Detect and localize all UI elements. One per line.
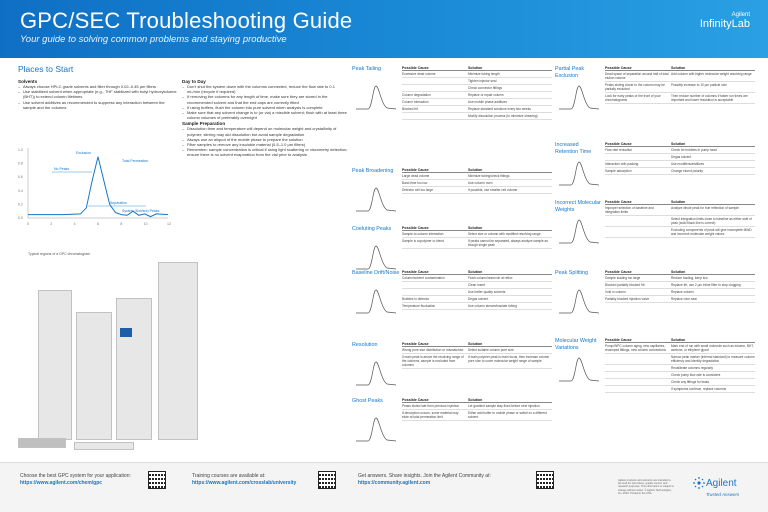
cause-cell xyxy=(402,290,468,294)
list-item: – Make sure that any solvent change is to (or via) a miscible solvent; flush with at least three column volumes of preferably overnight xyxy=(182,110,348,120)
cause-cell: Peaks eluting closer to the column may be partially excluded xyxy=(605,83,665,91)
solution-cell: Select size or column with modified resolving range xyxy=(468,232,541,236)
cause-cell: Flow rate reduction xyxy=(605,148,633,152)
list-item: – Filter samples to remove any insoluble material (0.5–1.0 µm filters) xyxy=(182,142,348,147)
list-item: – Always use an aliquot of the mobile phase to prepare the solution xyxy=(182,137,348,142)
header-solution: Solution xyxy=(671,142,686,146)
cause-cell xyxy=(605,155,671,159)
y-tick-label: 0.8 xyxy=(18,161,23,166)
block-title: Peak Broadening xyxy=(352,168,394,174)
header-cause: Possible Cause xyxy=(605,66,632,70)
header-cause: Possible Cause xyxy=(605,270,632,274)
header-solution: Solution xyxy=(468,342,483,346)
cause-cell xyxy=(605,373,671,377)
solution-cell: Minimize tubing length xyxy=(468,72,500,76)
cause-cell: Sample adsorption xyxy=(605,169,632,173)
solution-cell: If symptoms continue, replace columns xyxy=(671,387,727,391)
table-row xyxy=(605,372,755,379)
solution-cell: Clean insert xyxy=(468,283,486,287)
x-tick-label: 12 xyxy=(167,222,171,226)
table-row xyxy=(402,275,552,282)
table-row xyxy=(605,343,755,354)
ann-separation: Separation xyxy=(110,201,127,205)
solution-cell: Excluding components of peak will give incomplete MWD and incorrect molecular weight values xyxy=(671,228,752,236)
ann-no-peaks: No Peaks xyxy=(54,167,70,171)
block-title: Coeluting Peaks xyxy=(352,226,392,232)
solution-cell: Select integration limits close to baseline as either side of peak (solid black line is correct) xyxy=(671,217,752,225)
table-row xyxy=(402,282,552,289)
chromatogram-line xyxy=(28,157,168,217)
cause-cell xyxy=(605,217,671,225)
header-solution: Solution xyxy=(671,200,686,204)
instrument-photo xyxy=(18,242,206,472)
cause-cell: Look for early peaks or the front of your chromatograms xyxy=(605,94,661,102)
spark-icon xyxy=(692,476,706,490)
solution-cell: If peaks cannot be separated, always analyze sample as though single peak xyxy=(468,239,548,247)
table-row xyxy=(402,106,552,113)
header-banner xyxy=(0,0,768,58)
cause-cell xyxy=(605,355,671,363)
solution-cell: Use modifiers/additives xyxy=(671,162,704,166)
header-solution: Solution xyxy=(468,226,483,230)
x-tick-label: 10 xyxy=(143,222,148,226)
cause-cell: If main peak is above the resolving range of the columns, sample is excluded from columns xyxy=(402,355,464,367)
y-tick-label: 0.2 xyxy=(18,202,23,207)
x-tick-label: 8 xyxy=(120,222,123,226)
block-title: Peak Splitting xyxy=(555,270,588,276)
solution-cell: Replace or repair column xyxy=(468,93,504,97)
cause-solution-table xyxy=(605,270,755,303)
solvents-section xyxy=(18,79,178,110)
cause-cell: If desorption occurs, some material may elute at total permeation limit xyxy=(402,411,459,419)
sample-prep-list xyxy=(182,126,348,157)
ann-total-permeation: Total Permeation xyxy=(122,159,149,163)
solution-cell: Either add buffer to mobile phase or switch to a different solvent xyxy=(468,411,547,419)
instrument-stack-1 xyxy=(38,290,72,440)
page-subtitle: Your guide to solving common problems and staying productive xyxy=(20,34,287,45)
cause-cell xyxy=(605,387,671,391)
table-row xyxy=(605,296,755,303)
cause-cell: Band time too low xyxy=(402,181,428,185)
list-item: – Dissolution time and temperature will depend on molecular weight and crystallinity of polymer; stirring may aid dissolution but avoid sample degradation xyxy=(182,126,348,136)
logo-brand: Agilent xyxy=(731,12,750,18)
solution-cell: Replace rotor seal xyxy=(671,297,697,301)
block-title: Baseline Drift/Noise xyxy=(352,270,400,276)
cause-cell: Blocked frit xyxy=(402,107,418,111)
table-row xyxy=(605,365,755,372)
table-row xyxy=(605,386,755,393)
table-row xyxy=(605,354,755,365)
sample-prep-heading: Sample Preparation xyxy=(182,121,226,127)
block-title: Increased Retention Time xyxy=(555,142,592,155)
cause-cell xyxy=(402,86,468,90)
header-solution: Solution xyxy=(671,338,686,342)
x-tick-label: 0 xyxy=(27,222,29,226)
agilent-tagline: Trusted Answers xyxy=(706,492,740,497)
cause-cell: Dead space of separation around half of total elution volume xyxy=(605,72,669,80)
cause-cell: Blocked partially blocked frit xyxy=(605,283,645,287)
cause-solution-table xyxy=(605,142,755,175)
cause-solution-table xyxy=(402,342,552,369)
solution-cell: Check any fittings for leaks xyxy=(671,380,710,384)
solution-cell: Analyze whole peak for true reflection of sample xyxy=(671,206,739,210)
solution-cell: Let gradient sample stay fixed before next injection xyxy=(468,404,540,408)
table-row xyxy=(605,82,755,93)
solution-cell: Minimize tubing/check fittings xyxy=(468,174,510,178)
table-row xyxy=(402,180,552,187)
y-tick-label: 0.6 xyxy=(18,175,23,180)
cause-cell: Sample loading too large xyxy=(605,276,641,280)
column-tray xyxy=(74,442,134,450)
header-cause: Possible Cause xyxy=(402,66,429,70)
block-title: Molecular Weight Variations xyxy=(555,338,597,351)
list-item: – Use solvent additives as recommended to suppress any interaction between the sample and the columns xyxy=(18,100,178,110)
header-cause: Possible Cause xyxy=(402,342,429,346)
solution-cell: Degas solvent xyxy=(468,297,489,301)
instrument-stack-4 xyxy=(158,262,198,440)
list-item: – Always choose HPLC grade solvents and filter through 0.02–0.45 µm filters xyxy=(18,84,178,89)
instrument-screen xyxy=(120,328,132,337)
list-item: – If removing the columns for any length of time, make sure they are stored in the recommended solvent and that the end caps are correctly fitted xyxy=(182,94,348,104)
cause-cell: Bubbles in detector xyxy=(402,297,430,301)
solution-cell: Check pump flow rate is consistent xyxy=(671,373,721,377)
cause-cell: Pump/WPC column aging, new capillaries, revamped fittings, new column connections xyxy=(605,344,666,352)
table-row xyxy=(402,231,552,238)
cause-cell: Column/solvent contamination xyxy=(402,276,445,280)
footer-text-1: Choose the best GPC system for your application: xyxy=(20,473,131,479)
peak-illustration xyxy=(557,82,601,112)
header-solution: Solution xyxy=(468,398,483,402)
solution-cell: Add column with higher molecular weight resolving range xyxy=(671,72,752,76)
table-row xyxy=(402,410,552,421)
list-item: – Remember: sample concentration is critical if using light scattering or viscometry detection; ensure there is no solvent evaporation from the vial prior to analysis xyxy=(182,147,348,157)
cause-cell: Partially blocked injection valve xyxy=(605,297,650,301)
peak-illustration xyxy=(354,184,398,214)
table-row xyxy=(402,113,552,120)
solution-cell: Replace column xyxy=(671,290,694,294)
footer-link-community[interactable]: https://community.agilent.com xyxy=(358,480,431,486)
instrument-stack-2 xyxy=(76,312,112,440)
footer-link-gpc[interactable]: https://www.agilent.com/chem/gpc xyxy=(20,480,103,486)
table-row xyxy=(605,275,755,282)
solution-cell: Change eluent polarity xyxy=(671,169,703,173)
solution-cell: Check for bubbles in pump head xyxy=(671,148,717,152)
cause-cell: Improper selection of baseline and integration limits xyxy=(605,206,654,214)
solution-cell: Tighten injector seal xyxy=(468,79,497,83)
consumables-box xyxy=(18,438,66,448)
cause-solution-table xyxy=(402,270,552,310)
table-row xyxy=(605,168,755,175)
cause-solution-table xyxy=(402,66,552,120)
header-cause: Possible Cause xyxy=(402,398,429,402)
header-solution: Solution xyxy=(468,66,483,70)
solution-cell: Narrow peak marker (internal standard) to measure column efficiency and identify degradation xyxy=(671,355,755,363)
solution-cell: Use column oven xyxy=(468,181,493,185)
peak-illustration xyxy=(557,158,601,188)
table-row xyxy=(402,71,552,78)
cause-cell: Interaction with packing xyxy=(605,162,639,166)
header-solution: Solution xyxy=(468,168,483,172)
peak-illustration xyxy=(557,216,601,246)
header-cause: Possible Cause xyxy=(605,338,632,342)
solution-cell: Use better quality solvents xyxy=(468,290,506,294)
day-to-day-heading: Day to Day xyxy=(182,79,206,84)
qr-code-2 xyxy=(318,471,336,489)
solution-cell: Then reduce number of columns if faster run times are important and lower resolution is acceptable xyxy=(671,94,748,102)
block-title: Incorrect Molecular Weights xyxy=(555,200,601,213)
cause-cell: Temperature fluctuation xyxy=(402,304,436,308)
x-tick-label: 4 xyxy=(73,222,76,226)
list-item: – Don't shut the system down with the columns connected, reduce the flow rate to 0.1 mL/min (recycle if required) xyxy=(182,84,348,94)
header-solution: Solution xyxy=(671,270,686,274)
cause-cell: Excessive dead volume xyxy=(402,72,436,76)
middle-column xyxy=(352,64,552,456)
table-row xyxy=(605,289,755,296)
table-row xyxy=(402,289,552,296)
cause-cell: Detector cell too large xyxy=(402,188,434,192)
list-item: – Use stabilized solvent when appropriate (e.g., THF stabilized with butyl hydroxytoluene (BHT)) to extend column lifetimes xyxy=(18,89,178,99)
footer-gpc xyxy=(20,473,131,487)
ann-system-peaks: System (Solvent) Peaks xyxy=(122,209,160,213)
cause-solution-table xyxy=(605,66,755,104)
footer-text-3: Get answers. Share insights. Join the Agilent Community at: xyxy=(358,473,491,479)
solution-cell: Check connector fittings xyxy=(468,86,503,90)
cause-solution-table xyxy=(402,226,552,249)
footer-link-training[interactable]: https://www.agilent.com/crosslab/university xyxy=(192,480,297,486)
fine-print: Agilent products and solutions are intended to be used for cell culture, quality control, and research purposes. This information is subject to change without notice. © Agilent Technologies, Inc. 2019. Printed in the USA. xyxy=(618,479,674,495)
solution-cell: Flush column/reservoir at reflux xyxy=(468,276,513,280)
cause-cell: Void in column xyxy=(605,290,626,294)
qr-code-1 xyxy=(148,471,166,489)
footer xyxy=(0,462,768,512)
header-cause: Possible Cause xyxy=(402,168,429,172)
header-cause: Possible Cause xyxy=(402,226,429,230)
table-row xyxy=(402,85,552,92)
cause-cell xyxy=(402,283,468,287)
table-row xyxy=(605,227,755,238)
footer-training xyxy=(192,473,296,487)
cause-solution-table xyxy=(402,168,552,194)
header-solution: Solution xyxy=(468,270,483,274)
cause-cell xyxy=(402,114,468,118)
header-cause: Possible Cause xyxy=(402,270,429,274)
table-row xyxy=(402,92,552,99)
solution-cell: If possible, use smaller cell volume xyxy=(468,188,518,192)
cause-cell: Sample-to-column interaction xyxy=(402,232,444,236)
peak-illustration xyxy=(354,414,398,444)
chart-caption: Typical regions of a GPC chromatogram xyxy=(28,252,91,256)
solution-cell: Replace standard solutions every two weeks xyxy=(468,107,531,111)
solution-cell: Possibly increase to 10 µm particle size xyxy=(671,83,727,87)
table-row xyxy=(402,347,552,354)
block-title: Ghost Peaks xyxy=(352,398,383,404)
table-row xyxy=(402,78,552,85)
peak-illustration xyxy=(354,286,398,316)
table-row xyxy=(402,403,552,410)
footer-community xyxy=(358,473,528,487)
agilent-wordmark: Agilent xyxy=(706,478,737,489)
peak-illustration xyxy=(557,354,601,384)
places-title: Places to Start xyxy=(18,64,74,74)
cause-solution-table xyxy=(402,398,552,421)
x-tick-label: 6 xyxy=(97,222,99,226)
solution-cell: Degas solvent xyxy=(671,155,692,159)
table-row xyxy=(605,379,755,386)
peak-illustration xyxy=(354,358,398,388)
solution-cell: Use mobile phase additives xyxy=(468,100,507,104)
table-row xyxy=(605,216,755,227)
solution-cell: Use column stream/insulate tubing xyxy=(468,304,517,308)
page-title: GPC/SEC Troubleshooting Guide xyxy=(20,8,353,33)
solution-cell: If main polymer peak is main focus, then increase column pore size to cover molecular weight range of sample xyxy=(468,355,550,363)
table-row xyxy=(402,238,552,249)
table-row xyxy=(402,173,552,180)
peak-illustration xyxy=(354,82,398,112)
cause-cell: Column degradation xyxy=(402,93,431,97)
cause-cell: Sample is copolymer or blend xyxy=(402,239,444,243)
header-cause: Possible Cause xyxy=(605,142,632,146)
peak-illustration xyxy=(557,286,601,316)
solution-cell: Reduce loading, keep low xyxy=(671,276,708,280)
solution-cell: Modify dissolution process (to minimize shearing) xyxy=(468,114,538,118)
footer-text-2: Training courses are available at: xyxy=(192,473,266,479)
cause-cell xyxy=(605,366,671,370)
cause-solution-table xyxy=(605,200,755,238)
table-row xyxy=(402,187,552,194)
cause-cell: Column interaction xyxy=(402,100,429,104)
table-row xyxy=(605,161,755,168)
y-tick-label: 0.4 xyxy=(18,188,23,193)
cause-cell: Peaks eluted late from previous injection xyxy=(402,404,460,408)
table-row xyxy=(605,282,755,289)
ann-exclusion: Exclusion xyxy=(76,151,91,155)
table-row xyxy=(605,205,755,216)
solution-cell: Replace frit, use 2 µm inline filter to stop clogging xyxy=(671,283,741,287)
solution-cell: Select suitable column pore size xyxy=(468,348,514,352)
cause-solution-table xyxy=(605,338,755,393)
cause-cell: Large dead volume xyxy=(402,174,430,178)
logo-product: InfinityLab xyxy=(699,18,750,30)
header-solution: Solution xyxy=(671,66,686,70)
infinitylab-logo xyxy=(690,12,750,40)
qr-code-3 xyxy=(536,471,554,489)
table-row xyxy=(605,147,755,154)
y-tick-label: 0.0 xyxy=(18,216,23,220)
day-to-day-section xyxy=(182,79,348,158)
solvents-list xyxy=(18,84,178,110)
list-item: – If using buffers, flush the column into pure solvent when analysis is complete xyxy=(182,105,348,110)
right-column xyxy=(555,64,755,456)
x-tick-label: 2 xyxy=(50,222,53,226)
cause-cell: Wrong pore size distribution or mismatched xyxy=(402,348,464,352)
cause-cell xyxy=(605,228,671,236)
table-row xyxy=(402,303,552,310)
y-tick-label: 1.0 xyxy=(18,148,23,152)
solution-cell: Recalibrate columns regularly xyxy=(671,366,713,370)
block-title: Peak Tailing xyxy=(352,66,381,72)
day-to-day-list xyxy=(182,84,348,120)
block-title: Resolution xyxy=(352,342,378,348)
table-row xyxy=(605,93,755,104)
gpc-chromatogram-chart xyxy=(18,146,176,232)
solvents-heading: Solvents xyxy=(18,79,38,84)
table-row xyxy=(402,354,552,369)
instrument-stack-3 xyxy=(116,298,152,440)
peak-illustration xyxy=(354,242,398,272)
table-row xyxy=(605,71,755,82)
solution-cell: Mark end of run with small molecule such as toluene, BHT, acetone, or ethylene glycol xyxy=(671,344,754,352)
cause-cell xyxy=(605,380,671,384)
block-title: Partial Peak Exclusion xyxy=(555,66,585,79)
agilent-logo xyxy=(692,472,746,504)
header-cause: Possible Cause xyxy=(605,200,632,204)
cause-cell xyxy=(402,79,468,83)
table-row xyxy=(402,99,552,106)
table-row xyxy=(605,154,755,161)
table-row xyxy=(402,296,552,303)
